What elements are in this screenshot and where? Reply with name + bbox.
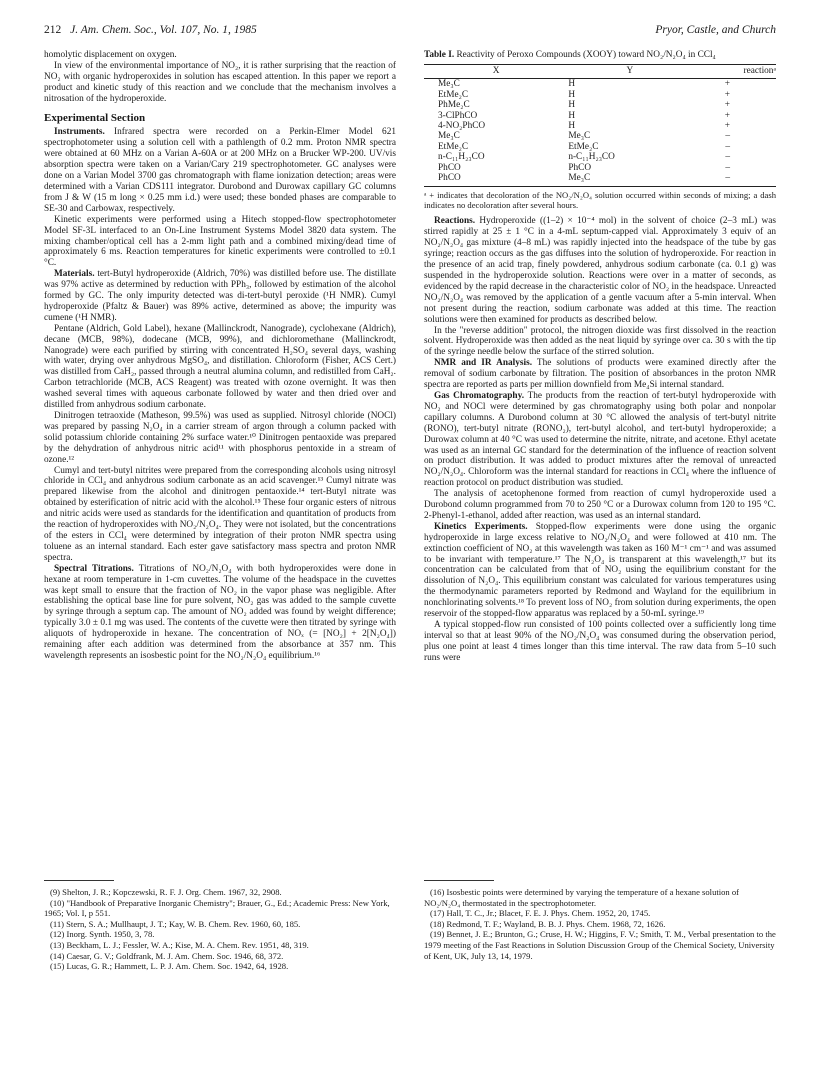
footnote-rule (44, 880, 114, 881)
paragraph-text: tert-Butyl hydroperoxide (Aldrich, 70%) was distilled before use. The distillate was 97% active as determined by reduction with PPh₃, followed by estimation of the alcohol formed by GC. The only impurity detected was di-tert-butyl peroxide (¹H NMR). Cumyl hydroperoxide (Pfaltz & Bauer) was 89% active, determined as above; the impurity was cumene (¹H NMR). (44, 269, 396, 323)
cell-reaction: + (724, 79, 730, 90)
cell-x: PhMe₂C (438, 100, 470, 111)
cell-y: PhCO (568, 162, 592, 173)
reference-item: (13) Beckham, L. J.; Fessler, W. A.; Kise, M. A. Chem. Rev. 1951, 48, 319. (50, 939, 309, 950)
run-in-heading: Gas Chromatography. (434, 390, 525, 401)
cell-x: Me₃C (438, 79, 460, 90)
cell-y: Me₃C (568, 173, 691, 187)
cell-reaction: – (725, 152, 730, 163)
table-row (424, 111, 776, 121)
header-authors: Pryor, Castle, and Church (655, 24, 776, 36)
page-number: 212 (44, 24, 62, 36)
running-header (44, 24, 776, 40)
reference-item: (18) Redmond, T. F.; Wayland, B. B. J. Phys. Chem. 1968, 72, 1626. (430, 918, 666, 929)
paragraph-instruments (44, 127, 396, 214)
table-caption-text: Reactivity of Peroxo Compounds (XOOY) toward NO₂/N₂O₄ in CCl₄ (454, 50, 716, 60)
run-in-heading: Kinetics Experiments. (434, 521, 528, 532)
cell-reaction: + (724, 110, 730, 121)
paragraph: The analysis of acetophenone formed from reaction of cumyl hydroperoxide used a Durobond column programmed from 70 to 250 °C or a Durowax column from 120 to 195 °C. 2-Phenyl-1-ethanol, added after reaction, was used as an internal standard. (424, 489, 776, 521)
table-label: Table I. (424, 50, 455, 60)
run-in-heading: Instruments. (54, 127, 105, 138)
cell-reaction: – (725, 162, 730, 173)
table-row (424, 90, 776, 100)
col-header-y: Y (568, 65, 691, 79)
table-row (424, 79, 776, 90)
left-column (44, 50, 396, 662)
table-header-row (424, 65, 776, 79)
cell-y: H (568, 110, 576, 121)
paragraph-materials (44, 269, 396, 324)
reference-item: (14) Caesar, G. V.; Goldfrank, M. J. Am. Chem. Soc. 1946, 68, 372. (50, 950, 284, 961)
reference-item: (11) Stern, S. A.; Mullhaupt, J. T.; Kay, W. B. Chem. Rev. 1960, 60, 185. (50, 918, 301, 929)
cell-x: 4-NO₂PhCO (438, 121, 486, 132)
section-title: Experimental Section (44, 111, 146, 124)
table-row (424, 131, 776, 141)
paragraph-gc (424, 391, 776, 489)
table-row (424, 173, 776, 187)
cell-x: Me₃C (438, 131, 460, 142)
reactivity-table (424, 64, 776, 187)
col-header-x: X (424, 65, 568, 79)
paragraph-text: Hydroperoxide ((1–2) × 10⁻⁴ mol) in the solvent of choice (2–3 mL) was stirred rapidly at 25 ± 1 °C in a 4-mL septum-capped vial. Approximately 3 equiv of an NO₂/N₂O₄ gas mixture (4–8 mL) was rapidly injected into the headspace of the tube by gas syringe; reaction occurs as the gas diffuses into the solution of hydroperoxide. For reaction in the presence of an acid trap, finely powdered, anhydrous sodium carbonate (ca. 0.1 g) was suspended in the hydroperoxide solution. Reactions were over in a matter of seconds, as evidenced by the rapid decrease in the characteristic color of NO₂ in the headspace. Unreacted NO₂/N₂O₄ was removed by the application of a gentle vacuum after a 5-min interval. When not present during the reaction, sodium carbonate was added at this time. The reaction solutions were then examined for products as described below. (424, 216, 776, 325)
paragraph-kinetics (424, 522, 776, 620)
table-row (424, 121, 776, 131)
paragraph: Kinetic experiments were performed using a Hitech stopped-flow spectrophotometer Model SF-3L interfaced to an On-Line Instrument Systems Model 3820 data system. The mixing chamber/optical cell has a 2-mm light path and a combined mixing/dead time of approximately 6 ms. Reaction temperatures for kinetic experiments were controlled to ±0.1 °C. (44, 214, 396, 269)
cell-x: PhCO (438, 162, 461, 173)
footnote-rule (424, 880, 494, 881)
reference-item: (15) Lucas, G. R.; Hammett, L. P. J. Am. Chem. Soc. 1942, 64, 1928. (50, 961, 289, 972)
reference-item: (17) Hall, T. C., Jr.; Blacet, F. E. J. Phys. Chem. 1952, 20, 1745. (430, 908, 651, 919)
cell-x: 3-ClPhCO (438, 110, 478, 121)
cell-y: EtMe₂C (568, 141, 599, 152)
journal-citation: J. Am. Chem. Soc., Vol. 107, No. 1, 1985 (70, 24, 257, 36)
paragraph-text: Stopped-flow experiments were done using the organic hydroperoxide in large excess relative to NO₂/N₂O₄ and were followed at 410 nm. The extinction coefficient of NO₂ at this wavelength was taken as 160 M⁻¹ cm⁻¹ and was assumed to be invariant with temperature.¹⁷ The N₂O₄ is transparent at this wavelength,¹⁷ but its concentration can be calculated from that of NO₂ using the equilibrium constant for the dissolution of N₂O₄. This equilibrium constant was calculated for various temperatures using the thermodynamic parameters reported by Redmond and Wayland for the equilibrium in nonchlorinating solvents.¹⁸ To prevent loss of NO₂ from solution during experiments, the open reservoir of the stopped-flow apparatus was replaced by a 50-mL syringe.¹⁹ (424, 521, 777, 620)
references-right (424, 880, 776, 961)
cell-reaction: – (725, 131, 730, 142)
table-caption (424, 50, 776, 61)
cell-y: n-C₁₁H₂₃CO (568, 152, 615, 163)
cell-y: H (568, 89, 576, 100)
table-row (424, 152, 776, 162)
cell-y: H (568, 79, 576, 90)
paragraph: In view of the environmental importance of NO₂, it is rather surprising that the reaction of NO₂ with organic hydroperoxides in solution has escaped attention. In this paper we report a product and kinetic study of this reaction and we conclude that the mechanism involves a nitrosation of the hydroperoxide. (44, 60, 396, 104)
cell-y: H (568, 121, 576, 132)
paragraph-nmr (424, 358, 776, 391)
col-header-reaction: reactionᵃ (692, 65, 777, 79)
paragraph: homolytic displacement on oxygen. (44, 50, 177, 60)
run-in-heading: Materials. (54, 269, 95, 280)
reference-item: (19) Bennet, J. E.; Brunton, G.; Cruse, H. W.; Higgins, F. V.; Smith, T. M., Verbal presentation to the 1979 meeting of the Fast Reactions in Solution Discussion Group of the Chemical Society, University of Kent, UK, July 13, 14, 1979. (424, 929, 776, 961)
cell-reaction: + (724, 100, 730, 111)
run-in-heading: NMR and IR Analysis. (434, 358, 533, 369)
cell-x: EtMe₂C (438, 141, 469, 152)
cell-reaction: + (724, 89, 730, 100)
paragraph-spectral (44, 564, 396, 662)
paragraph-text: Infrared spectra were recorded on a Perkin-Elmer Model 621 spectrophotometer using a solution cell with a pathlength of 0.2 mm. Proton NMR spectra were obtained at 60 MHz on a Varian A-60A or at 200 MHz on a Brucker WP-200. UV/vis absorption spectra were taken on a Varian/Cary 219 spectrophotometer. GC analyses were done on a Varian Model 3700 gas chromatograph with flame ionization detection; areas were determined with a Varian CDS111 integrator. Durobond and Durowax capillary GC columns from J & W (15 m long × 0.25 mm i.d.) were used; these bonded phases are comparable to SE-30 and Carbowax, respectively. (44, 127, 396, 214)
paragraph: In the "reverse addition" protocol, the nitrogen dioxide was first dissolved in the reaction solvent. Hydroperoxide was then added as the neat liquid by syringe over ca. 30 s with the tip of the syringe needle below the surface of the stirred solution. (424, 325, 776, 358)
table-row (424, 100, 776, 110)
reference-item: (12) Inorg. Synth. 1950, 3, 78. (50, 929, 155, 940)
run-in-heading: Spectral Titrations. (54, 563, 134, 574)
cell-y: H (568, 100, 576, 111)
run-in-heading: Reactions. (434, 216, 476, 227)
cell-reaction: + (724, 121, 730, 132)
paragraph-text: The solutions of products were examined directly after the removal of sodium carbonate by filtration. The position of absorbances in the proton NMR spectra are reported as parts per million downfield from Me₄Si internal standard. (424, 358, 776, 391)
reference-item: (9) Shelton, J. R.; Kopczewski, R. F. J. Org. Chem. 1967, 32, 2908. (50, 887, 282, 897)
paragraph: Dinitrogen tetraoxide (Matheson, 99.5%) was used as supplied. Nitrosyl chloride (NOCl) was prepared by passing N₂O₄ in a carrier stream of argon through a column packed with solid potassium chloride containing 2% surface water.¹⁰ Dinitrogen pentaoxide was prepared by the dehydration of anhydrous nitric acid¹¹ with phosphorus pentoxide in a stream of ozone.¹² (44, 411, 396, 465)
right-column (424, 50, 776, 664)
cell-y: Me₃C (568, 131, 591, 142)
paragraph-text: The products from the reaction of tert-butyl hydroperoxide with NO₂ and NOCl were determined by gas chromatography using both polar and nonpolar capillary columns. A Durobond column at 30 °C allowed the analysis of tert-butyl nitrite (RONO), tert-butyl nitrate (RONO₂), tert-butyl alcohol, and tert-butyl hydroperoxide; a Durowax column at 40 °C was used to determine the nitrite, nitrate, and acetone. Ethyl acetate was used as an internal GC standard for the determination of the influence of reaction solvent on product distribution. It was added to product mixtures after the removal of unreacted NO₂/N₂O₄. Chloroform was the internal standard for reactions in CCl₄ where the influence of reaction protocol on product distribution was studied. (424, 390, 776, 489)
paragraph: Cumyl and tert-butyl nitrites were prepared from the corresponding alcohols using nitrosyl chloride in CCl₄ and anhydrous sodium carbonate as an acid scavenger.¹³ Cumyl nitrate was prepared likewise from the alcohol and dinitrogen pentaoxide.¹⁴ tert-Butyl nitrate was obtained by esterification of nitric acid with the alcohol.¹⁵ These four organic esters of nitrous and nitric acids were used as standards for the identification and quantitation of products from the reaction of hydroperoxides with NO₂/N₂O₄. They were not isolated, but the concentrations of the esters in CCl₄ were determined by integration of their proton NMR spectra using toluene as an internal standard. Each ester gave satisfactory mass spectra and proton NMR spectra. (44, 465, 396, 563)
table-footnote: ᵃ + indicates that decoloration of the NO₂/N₂O₄ solution occurred within seconds of mixing; a dash indicates no decoloration after several hours. (424, 190, 776, 211)
references-left (44, 880, 396, 972)
reference-item: (16) Isosbestic points were determined by varying the temperature of a hexane solution of NO₂/N₂O₄ thermostated in the spectrophotometer. (424, 887, 740, 908)
paragraph: Pentane (Aldrich, Gold Label), hexane (Mallinckrodt, Nanograde), cyclohexane (Aldrich), decane (MCB, 98%), dodecane (MCB, 99%), and dichloromethane (Mallinckrodt, Nanograde) were each purified by stirring with concentrated H₂SO₄ several days, washing with water, drying over anhydrous MgSO₄, and distillation. Chloroform (Fisher, ACS Cert.) was distilled from CaH₂, passed through a neutral alumina column, and redistilled from CaH₂. Carbon tetrachloride (MCB, ACS Reagent) was treated with ozone overnight. It was then washed several times with aqueous carbonate followed by water and then dried over and distilled from anhydrous sodium carbonate. (44, 323, 396, 411)
cell-reaction: – (725, 141, 730, 152)
paragraph: A typical stopped-flow run consisted of 100 points collected over a sufficiently long time interval so that at least 90% of the NO₂/N₂O₄ was consumed during the observation period, plus one point at least 4 times longer than this time interval. The raw data from 5–10 such runs were (424, 620, 776, 663)
paragraph-text: Titrations of NO₂/N₂O₄ with both hydroperoxides were done in hexane at room temperature in 1-cm cuvettes. The volume of the headspace in the cuvettes was kept small to ensure that the fraction of NO₂ in the vapor phase was negligible. After establishing the optical base line for pure solvent, NO₂ gas was added to the sample cuvette by syringe through a septum cap. The amount of NO₂ added was found by weight difference; typically 3.0 ± 0.1 mg was used. The contents of the cuvette were then titrated by syringe with aliquots of hydroperoxide in hexane. The concentration of NOₓ (= [NO₂] + 2[N₂O₄]) remaining after each addition was determined from the absorbance at 357 nm. This wavelength represents an isosbestic point for the NO₂/N₂O₄ equilibrium.¹⁶ (44, 563, 396, 661)
reference-item: (10) "Handbook of Preparative Inorganic Chemistry"; Brauer, G., Ed.; Academic Press: New York, 1965; Vol. I, p 551. (44, 897, 390, 919)
cell-x: PhCO (424, 173, 568, 187)
cell-x: EtMe₂C (438, 89, 469, 100)
table-row (424, 142, 776, 152)
cell-x: n-C₁₁H₂₃CO (438, 152, 485, 163)
cell-reaction: – (692, 173, 777, 187)
table-row (424, 163, 776, 173)
paragraph-reactions (424, 216, 776, 325)
